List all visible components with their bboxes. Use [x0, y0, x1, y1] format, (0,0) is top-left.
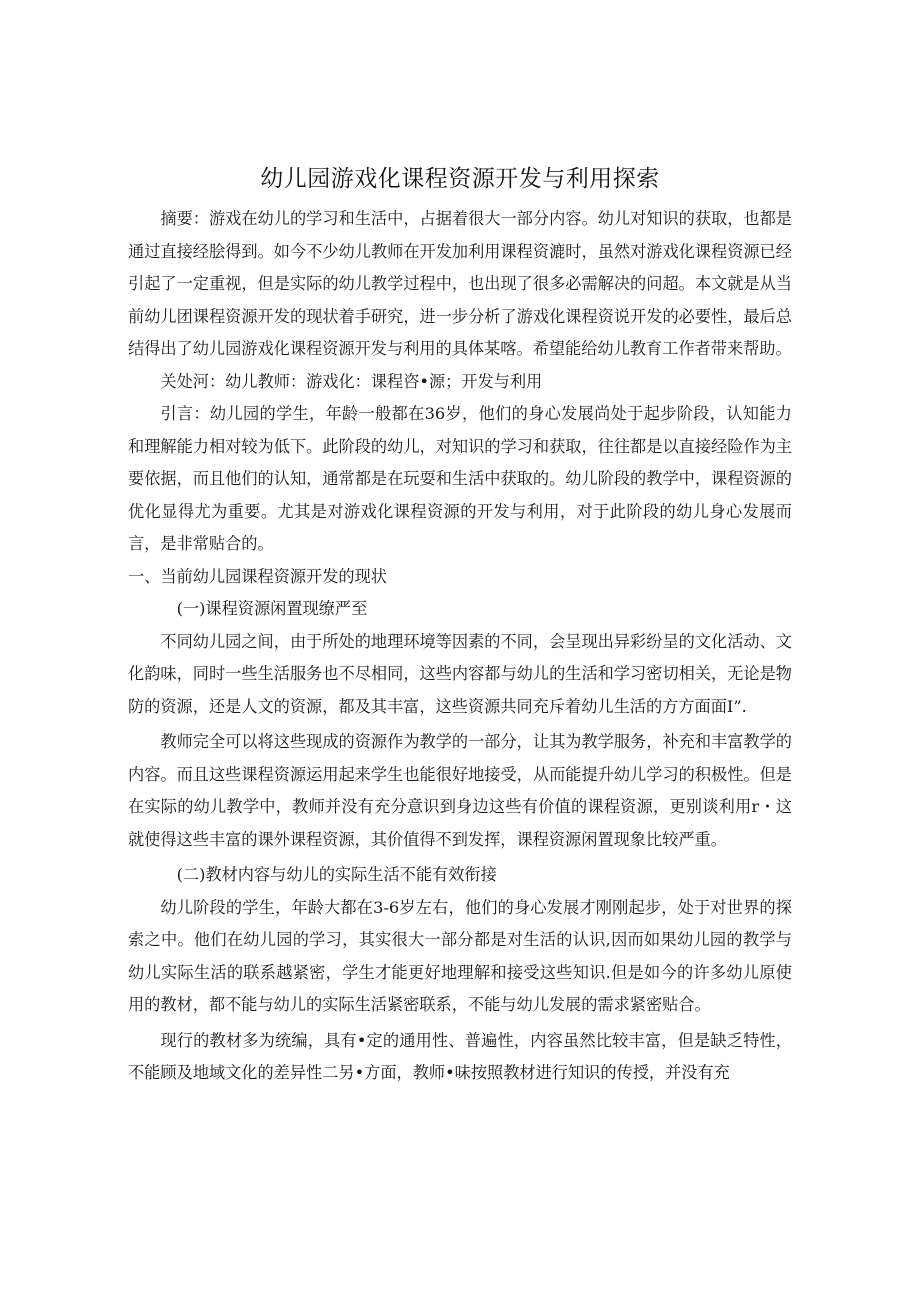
document-body [128, 203, 792, 1090]
section-heading-1: 一、当前幼儿园课程资源开发的现状 [128, 566, 387, 586]
body-paragraph: 不同幼儿园之间，由于所处的地理环境等因素的不同，会呈现出异彩纷呈的文化活动、文化韵味，同时一些生活服务也不尽相同，这些内容都与幼儿的生活和学习密切相关，无论是物防的资源，还是人文的资源，都及其丰富，这些资源共同充斥着幼儿生活的方方面面I”. [128, 631, 792, 716]
subsection-heading-1: (一)课程资源闲置现缭严至 [176, 599, 368, 618]
abstract-paragraph: 摘要：游戏在幼儿的学习和生活中，占据着很大一部分内容。幼儿对知识的获取，也都是通过直接经脍得到。如今不少幼儿教师在开发加利用课程资漉时，虽然对游戏化课程资源已经引起了一定重视，但是实际的幼儿教学过程中，也出现了很多必需解决的问超。本文就是从当前幼儿团课程资源开发的现状着手研究，进一步分析了游戏化课程资说开发的必要性，最后总结得出了幼儿园游戏化课程资源开发与利用的具体某喀。希望能给幼儿教育工作者带来帮助。 [128, 209, 792, 358]
body-paragraph: 教师完全可以将这些现成的资源作为教学的一部分，让其为教学服务，补充和丰富教学的内容。而且这些课程资源运用起来学生也能很好地接受，从而能提升幼儿学习的积极性。但是在实际的幼儿教学中，教师并没有充分意识到身边这些有价值的课程资源，更别谈利用r・这就使得这些丰富的课外课程资源，其价值得不到发挥，课程资源闲置现象比较严重。 [128, 732, 792, 849]
body-paragraph: 幼儿阶段的学生，年龄大都在3-6岁左右，他们的身心发展才刚刚起步，处于对世界的探索之中。他们在幼儿园的学习，其实很大一部分都是对生活的认识,因而如果幼儿园的教学与幼儿实际生活的联系越紧密，学生才能更好地理解和接受这些知识.但是如今的许多幼儿原使用的教材，都不能与幼儿的实际生活紧密联系，不能与幼儿发展的需求紧密贴合。 [128, 897, 792, 1014]
keywords-paragraph: 关处河：幼儿教师：游戏化：课程咨•源；开发与利用 [160, 371, 543, 391]
body-paragraph: 现行的教材多为统编，具有•定的通用性、普遍性，内容虽然比较丰富，但是缺乏特性，不能顾及地域文化的差异性二另•方面，教师•味按照教材进行知识的传授，并没有充 [128, 1030, 792, 1082]
document-title: 幼儿园游戏化课程资源开发与利用探索 [260, 166, 660, 192]
introduction-paragraph: 引言：幼儿园的学生，年龄一般都在36岁，他们的身心发展尚处于起步阶段，认知能力和理解能力相对较为低下。此阶段的幼儿，对知识的学习和获取，往往都是以直接经险作为主要依据，而且他们的认知，通常都是在玩耍和生活中获取的。幼儿阶段的教学中，课程资源的优化显得尤为重要。尤其是对游戏化课程资源的开发与利用，对于此阶段的幼儿身心发展而言，是非常贴合的。 [128, 404, 792, 553]
subsection-heading-2: (二)教材内容与幼儿的实际生活不能有效衔接 [176, 865, 497, 884]
